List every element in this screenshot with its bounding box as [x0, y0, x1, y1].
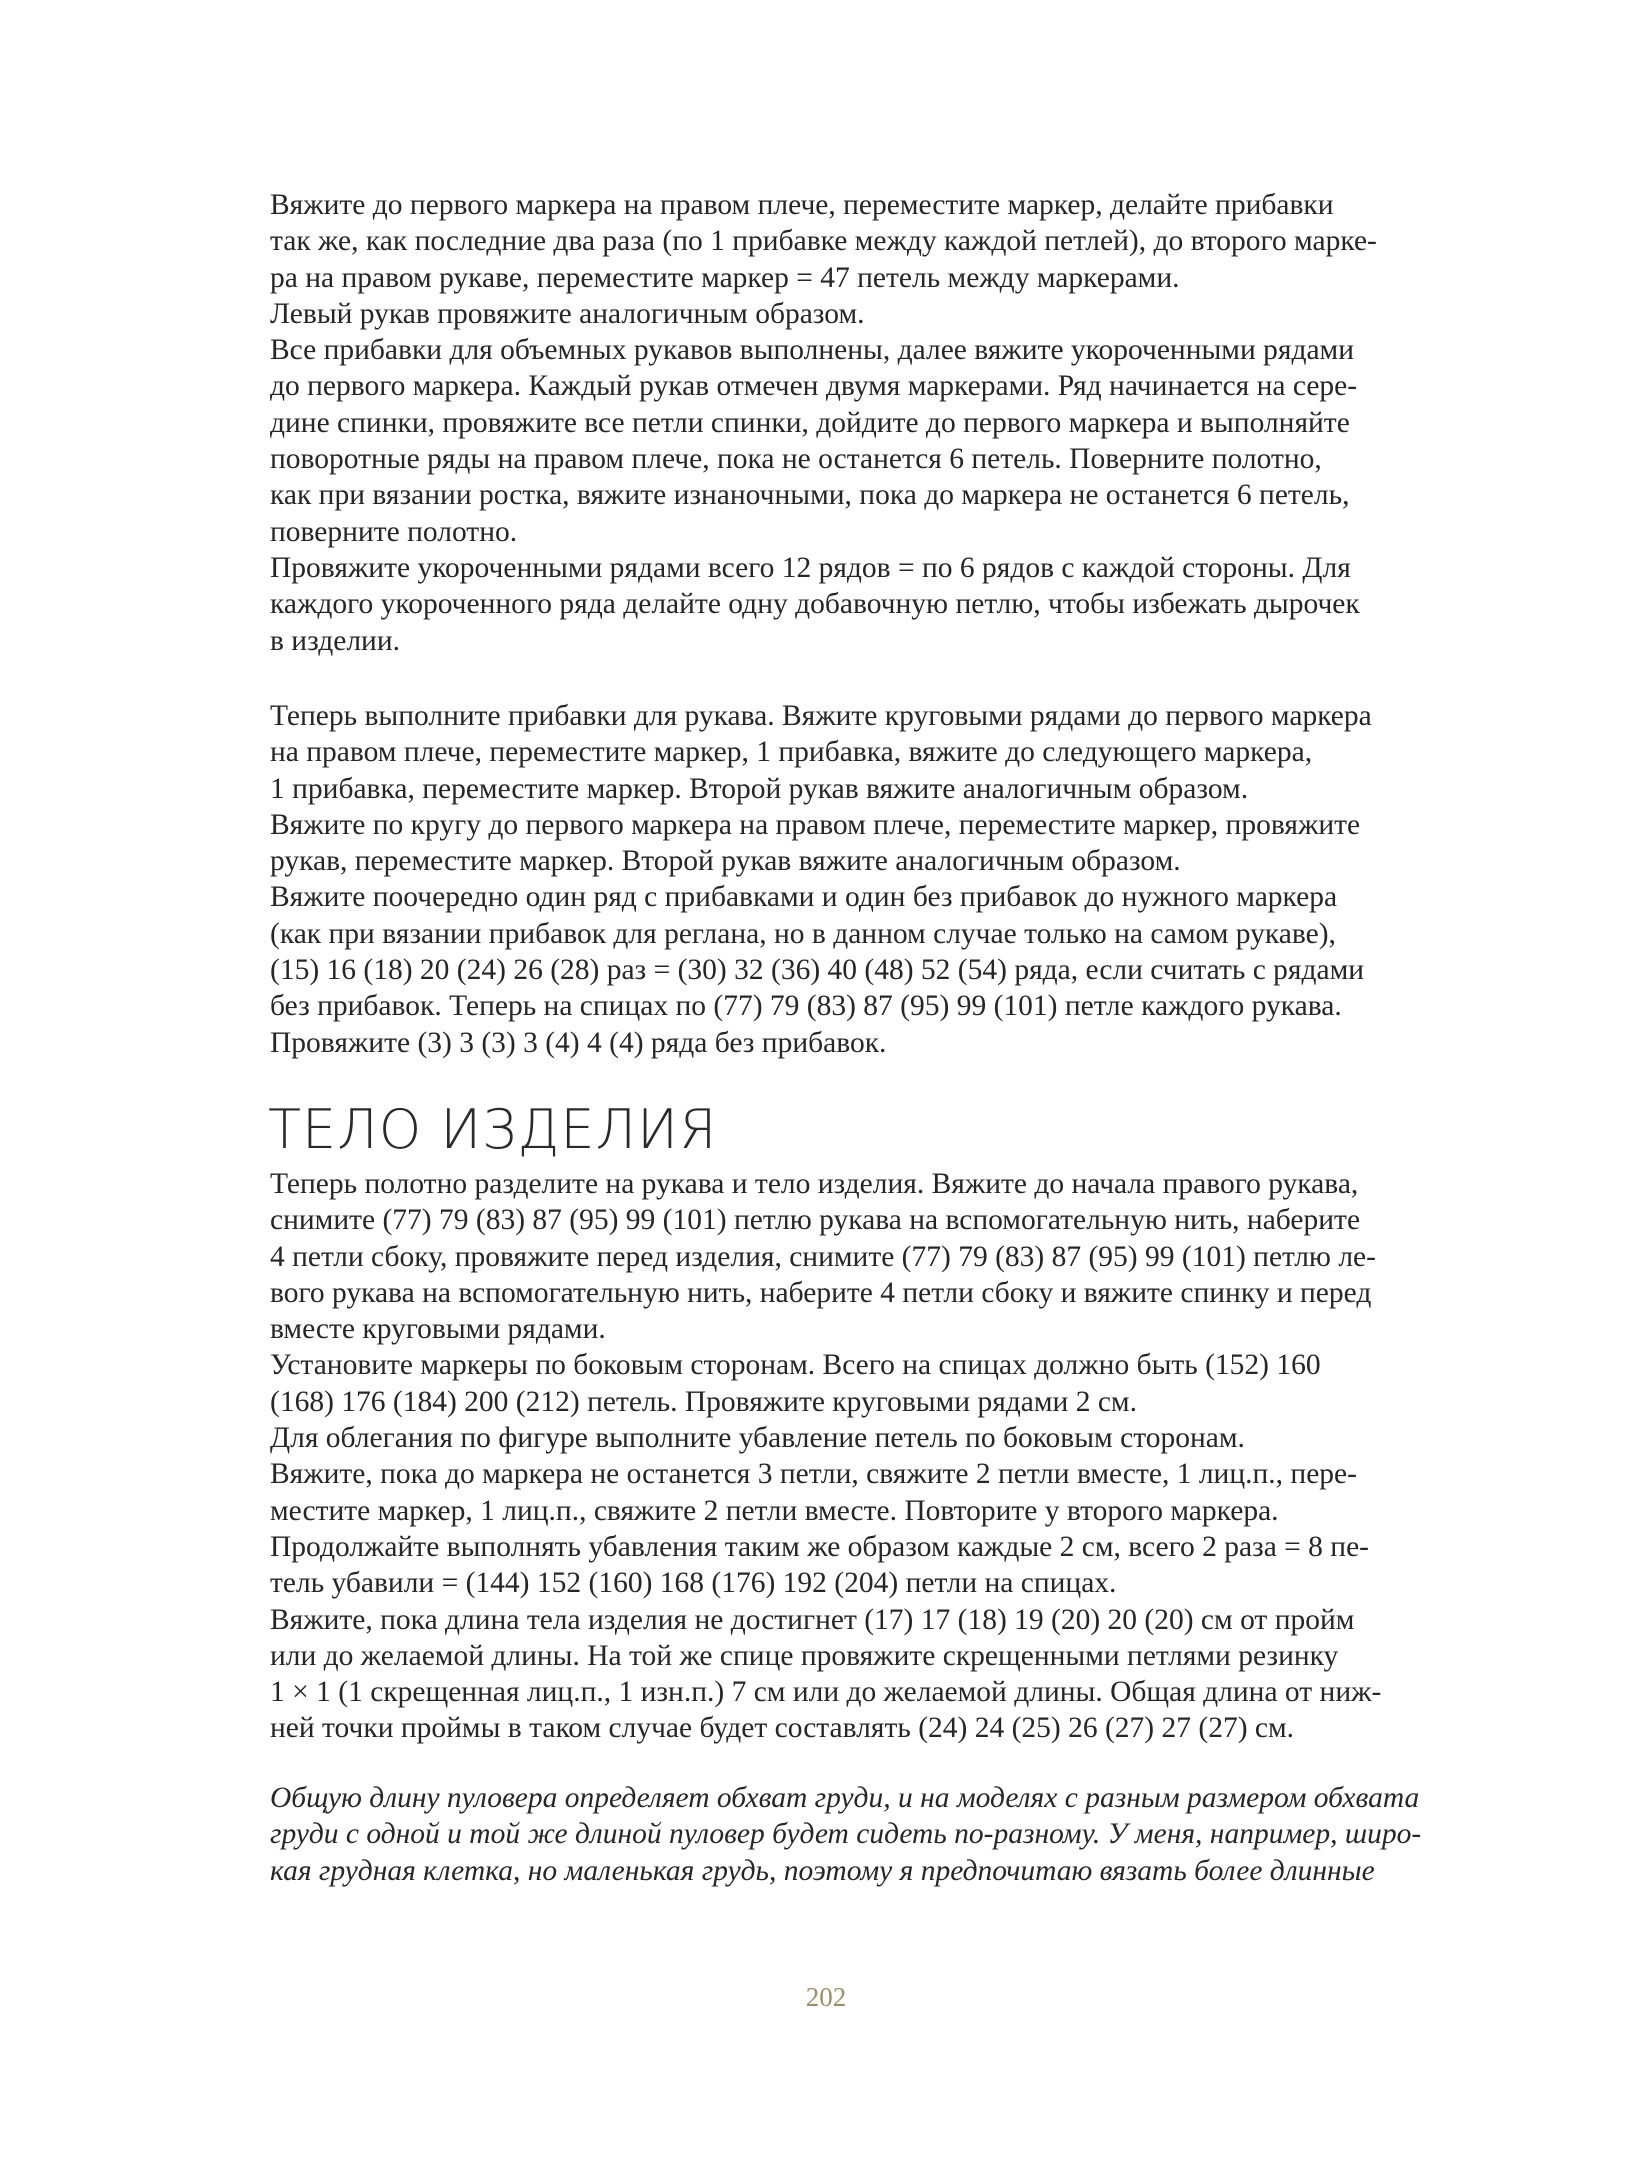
text-line: дине спинки, провяжите все петли спинки, дойдите до первого маркера и выполняйте	[270, 406, 1350, 439]
text-line: или до желаемой длины. На той же спице провяжите скрещенными петлями резинку	[270, 1639, 1339, 1672]
text-line: Теперь выполните прибавки для рукава. Вяжите круговыми рядами до первого маркера	[270, 700, 1372, 732]
text-line: Установите маркеры по боковым сторонам. Всего на спицах должно быть (152) 160	[270, 1349, 1321, 1382]
text-line: Продолжайте выполнять убавления таким же образом каждые 2 см, всего 2 раза = 8 пе-	[270, 1530, 1370, 1563]
text-line: вого рукава на вспомогательную нить, наберите 4 петли сбоку и вяжите спинку и перед	[270, 1276, 1372, 1309]
text-line: поворотные ряды на правом плече, пока не останется 6 петель. Поверните полотно,	[270, 443, 1322, 476]
text-line: (168) 176 (184) 200 (212) петель. Провяжите круговыми рядами 2 см.	[270, 1385, 1137, 1418]
text-line: снимите (77) 79 (83) 87 (95) 99 (101) петлю рукава на вспомогательную нить, наберите	[270, 1204, 1361, 1237]
text-line: на правом плече, переместите маркер, 1 прибавка, вяжите до следующего маркера,	[270, 736, 1313, 769]
text-line: Провяжите (3) 3 (3) 3 (4) 4 (4) ряда без прибавок.	[270, 1026, 887, 1059]
paragraph-body	[270, 1166, 1450, 1747]
text-line: в изделии.	[270, 624, 400, 657]
text-line: без прибавок. Теперь на спицах по (77) 79 (83) 87 (95) 99 (101) петле каждого рукава.	[270, 990, 1342, 1023]
text-line: Общую длину пуловера определяет обхват груди, и на моделях с разным размером обхвата	[270, 1782, 1420, 1814]
text-line: рукав, переместите маркер. Второй рукав вяжите аналогичным образом.	[270, 845, 1181, 878]
text-line: Вяжите, пока длина тела изделия не достигнет (17) 17 (18) 19 (20) 20 (20) см от пройм	[270, 1603, 1355, 1636]
text-line: вместе круговыми рядами.	[270, 1313, 606, 1346]
text-line: Теперь полотно разделите на рукава и тело изделия. Вяжите до начала правого рукава,	[270, 1168, 1359, 1200]
paragraph-sleeve-shaping	[270, 698, 1450, 1061]
text-line: Все прибавки для объемных рукавов выполнены, далее вяжите укороченными рядами	[270, 334, 1355, 367]
italic-note	[270, 1780, 1450, 1889]
text-line: 1 × 1 (1 скрещенная лиц.п., 1 изн.п.) 7 см или до желаемой длины. Общая длина от ниж-	[270, 1676, 1382, 1709]
text-line: тель убавили = (144) 152 (160) 168 (176) 192 (204) петли на спицах.	[270, 1567, 1117, 1600]
text-line: Вяжите по кругу до первого маркера на правом плече, переместите маркер, провяжите	[270, 808, 1361, 841]
text-line: поверните полотно.	[270, 515, 518, 548]
paragraph-sleeve-increases	[270, 187, 1450, 659]
text-line: Вяжите поочередно один ряд с прибавками и один без прибавок до нужного маркера	[270, 881, 1338, 914]
text-line: Левый рукав провяжите аналогичным образом.	[270, 297, 865, 330]
text-line: кая грудная клетка, но маленькая грудь, поэтому я предпочитаю вязать более длинные	[270, 1854, 1375, 1887]
section-heading: ТЕЛО ИЗДЕЛИЯ	[268, 1098, 718, 1161]
text-line: до первого маркера. Каждый рукав отмечен двумя маркерами. Ряд начинается на сере-	[270, 370, 1358, 403]
text-line: местите маркер, 1 лиц.п., свяжите 2 петли вместе. Повторите у второго маркера.	[270, 1494, 1279, 1527]
text-line: Для облегания по фигуре выполните убавление петель по боковым сторонам.	[270, 1422, 1245, 1455]
text-line: ней точки проймы в таком случае будет составлять (24) 24 (25) 26 (27) 27 (27) см.	[270, 1712, 1295, 1745]
text-line: ра на правом рукаве, переместите маркер = 47 петель между маркерами.	[270, 261, 1180, 294]
text-line: (как при вязании прибавок для реглана, но в данном случае только на самом рукаве),	[270, 917, 1336, 950]
text-line: 1 прибавка, переместите маркер. Второй рукав вяжите аналогичным образом.	[270, 772, 1249, 805]
text-line: Провяжите укороченными рядами всего 12 рядов = по 6 рядов с каждой стороны. Для	[270, 551, 1351, 584]
text-line: груди с одной и той же длиной пуловер будет сидеть по-разному. У меня, например, широ-	[270, 1818, 1422, 1851]
text-line: каждого укороченного ряда делайте одну добавочную петлю, чтобы избежать дырочек	[270, 588, 1360, 621]
text-line: (15) 16 (18) 20 (24) 26 (28) раз = (30) 32 (36) 40 (48) 52 (54) ряда, если считать с рядами	[270, 954, 1365, 987]
text-line: как при вязании ростка, вяжите изнаночными, пока до маркера не останется 6 петель,	[270, 479, 1350, 512]
text-line: 4 петли сбоку, провяжите перед изделия, снимите (77) 79 (83) 87 (95) 99 (101) петлю ле-	[270, 1240, 1376, 1273]
text-line: Вяжите до первого маркера на правом плече, переместите маркер, делайте прибавки	[270, 189, 1334, 221]
page-number: 202	[805, 1982, 847, 2012]
text-line: Вяжите, пока до маркера не останется 3 петли, свяжите 2 петли вместе, 1 лиц.п., пере-	[270, 1458, 1357, 1491]
text-line: так же, как последние два раза (по 1 прибавке между каждой петлей), до второго марке-	[270, 225, 1377, 258]
